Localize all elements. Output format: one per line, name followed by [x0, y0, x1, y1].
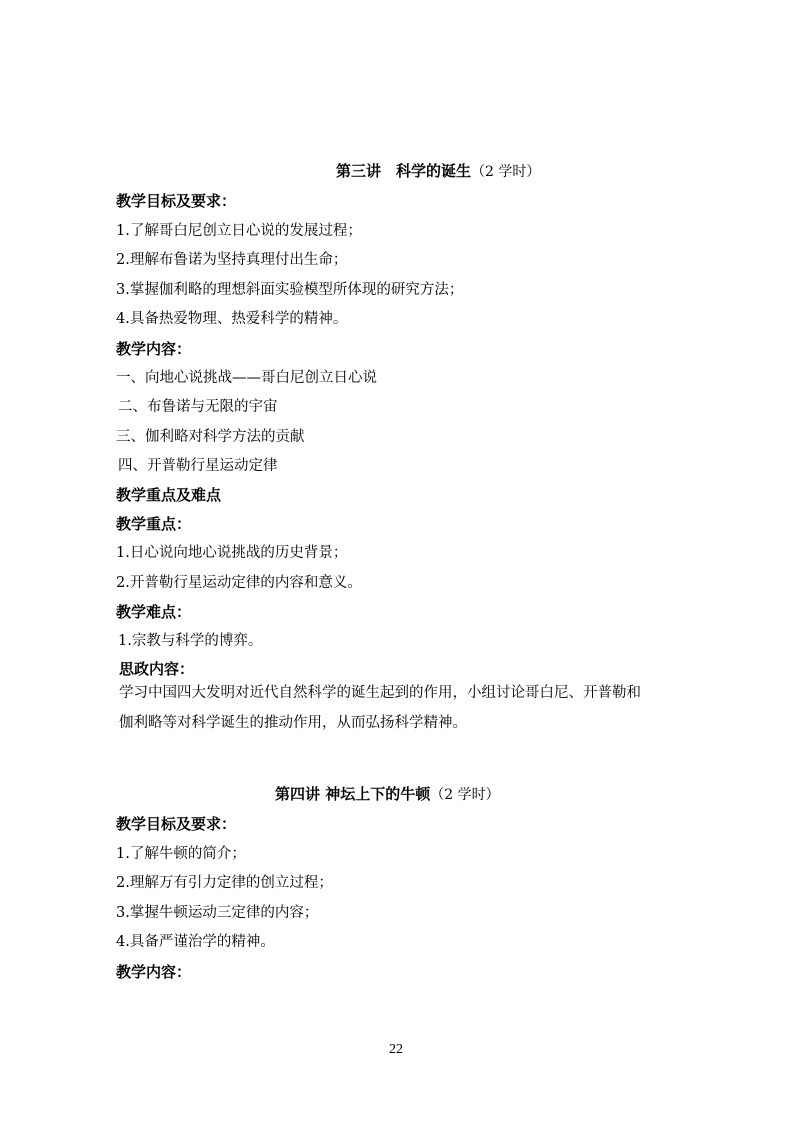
lecture4-goal-4: 4.具备严谨治学的精神。 [116, 934, 275, 950]
lecture4-title-main: 第四讲 神坛上下的牛顿 [275, 785, 431, 803]
lecture4-goal-3: 3.掌握牛顿运动三定律的内容； [116, 905, 319, 921]
lecture3-keypoints-heading: 教学重点及难点 [116, 486, 222, 504]
lecture4-goals-heading: 教学目标及要求： [116, 815, 237, 833]
lecture3-content-2: 二、布鲁诺与无限的宇宙 [118, 399, 278, 415]
lecture4-goal-2: 2.理解万有引力定律的创立过程； [116, 875, 333, 891]
lecture3-focus-heading: 教学重点： [116, 515, 192, 533]
lecture3-goal-1: 1.了解哥白尼创立日心说的发展过程； [116, 223, 362, 239]
lecture3-title-main: 第三讲 科学的诞生 [336, 162, 472, 180]
lecture3-content-1: 一、向地心说挑战——哥白尼创立日心说 [116, 370, 377, 386]
lecture3-difficulty-1: 1.宗教与科学的博弈。 [118, 633, 263, 649]
lecture3-difficulty-heading: 教学难点： [116, 603, 192, 621]
lecture3-goal-3: 3.掌握伽利略的理想斜面实验模型所体现的研究方法； [116, 282, 464, 298]
lecture3-focus-1: 1.日心说向地心说挑战的历史背景； [116, 545, 348, 561]
lecture4-goal-1: 1.了解牛顿的简介； [116, 846, 246, 862]
lecture3-goal-4: 4.具备热爱物理、热爱科学的精神。 [116, 311, 348, 327]
lecture3-title-hours: （2 学时） [471, 164, 541, 180]
lecture3-content-3: 三、伽利略对科学方法的贡献 [116, 429, 305, 445]
lecture3-content-4: 四、开普勒行星运动定律 [118, 458, 278, 474]
page-number: 22 [389, 1042, 403, 1057]
lecture3-goal-2: 2.理解布鲁诺为坚持真理付出生命； [116, 252, 348, 268]
lecture3-ideology-heading: 思政内容： [119, 660, 195, 678]
lecture3-ideology-line-1: 学习中国四大发明对近代自然科学的诞生起到的作用，小组讨论哥白尼、开普勒和 [119, 685, 641, 701]
lecture3-content-heading: 教学内容： [116, 340, 192, 358]
lecture4-content-heading: 教学内容： [116, 963, 192, 981]
lecture3-ideology-line-2: 伽利略等对科学诞生的推动作用，从而弘扬科学精神。 [119, 715, 467, 731]
lecture4-title-hours: （2 学时） [430, 787, 500, 803]
lecture3-title [336, 164, 540, 179]
lecture3-goals-heading: 教学目标及要求： [116, 192, 237, 210]
lecture4-title [275, 787, 500, 802]
lecture3-focus-2: 2.开普勒行星运动定律的内容和意义。 [116, 575, 362, 591]
